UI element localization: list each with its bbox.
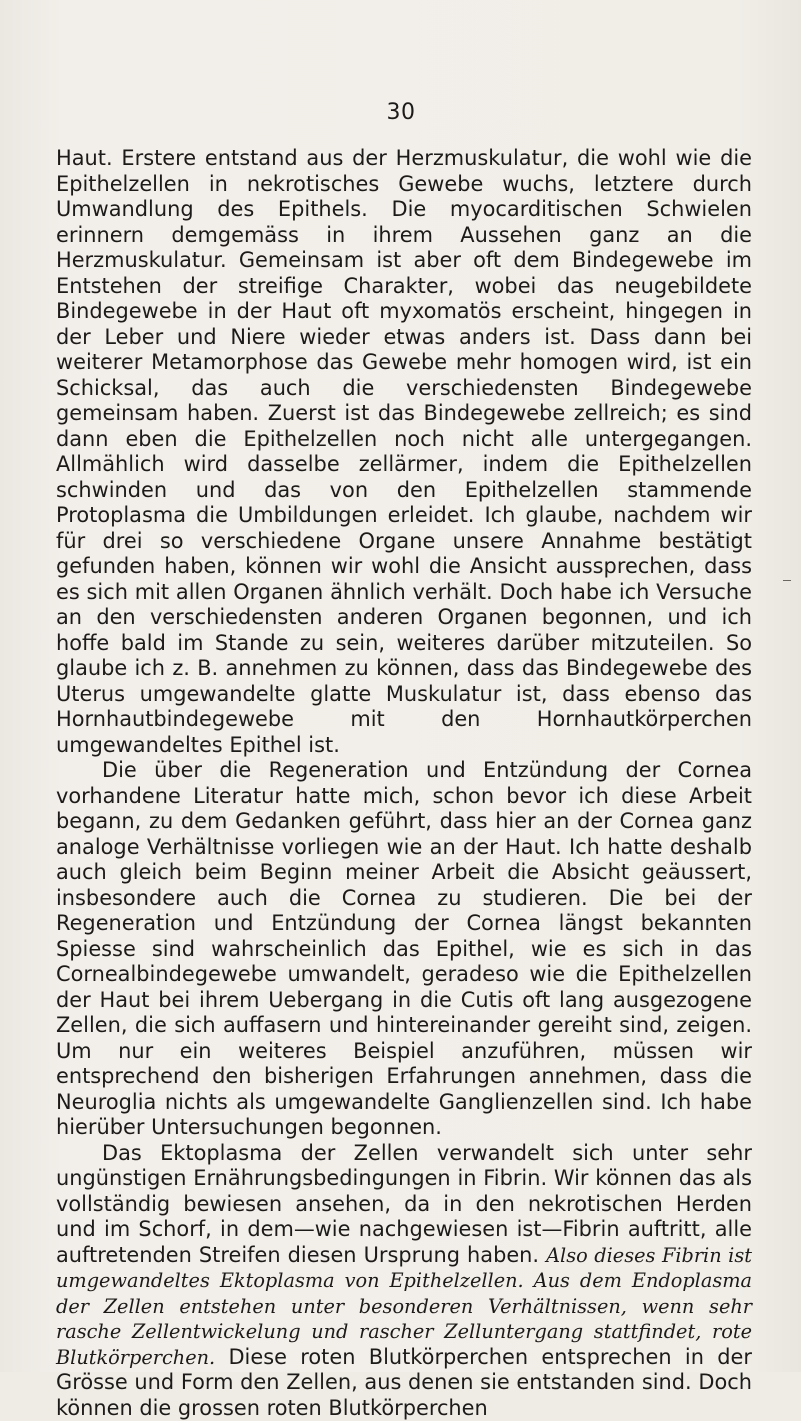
paragraph-3-text-after: Diese roten Blutkörperchen entsprechen in der Grösse und Form den Zellen, aus denen sie entstanden sind. Doch können die grossen roten Blutkörperchen (56, 1345, 752, 1420)
paragraph-2: Die über die Regeneration und Entzündung der Cornea vorhandene Literatur hatte mich, schon bevor ich diese Arbeit begann, zu dem Gedanken geführt, dass hier an der Cornea ganz analoge Verhältnisse vorliegen wie an der Haut. Ich hatte deshalb auch gleich beim Beginn meiner Arbeit die Absicht geäussert, insbesondere auch die Cornea zu studieren. Die bei der Regeneration und Entzündung der Cornea längst bekannten Spiesse sind wahrscheinlich das Epithel, wie es sich in das Cornealbindegewebe umwandelt, geradeso wie die Epithelzellen der Haut bei ihrem Uebergang in die Cutis oft lang ausgezogene Zellen, die sich auffasern und hintereinander gereiht sind, zeigen. Um nur ein weiteres Beispiel anzuführen, müssen wir entsprechend den bisherigen Erfahrungen annehmen, dass die Neuroglia nichts als umgewandelte Ganglienzellen sind. Ich habe hierüber Untersuchungen begonnen. (56, 758, 752, 1141)
paragraph-3 (56, 1141, 752, 1421)
paragraph-1: Haut. Erstere entstand aus der Herzmuskulatur, die wohl wie die Epithelzellen in nekrotisches Gewebe wuchs, letztere durch Umwandlung des Epithels. Die myocarditischen Schwielen erinnern demgemäss in ihrem Aussehen ganz an die Herzmuskulatur. Gemeinsam ist aber oft dem Bindegewebe im Entstehen der streifige Charakter, wobei das neugebildete Bindegewebe in der Haut oft myxomatös erscheint, hingegen in der Leber und Niere wieder etwas anders ist. Dass dann bei weiterer Metamorphose das Gewebe mehr homogen wird, ist ein Schicksal, das auch die verschiedensten Bindegewebe gemeinsam haben. Zuerst ist das Bindegewebe zellreich; es sind dann eben die Epithelzellen noch nicht alle untergegangen. Allmählich wird dasselbe zellärmer, indem die Epithelzellen schwinden und das von den Epithelzellen stammende Protoplasma die Umbildungen erleidet. Ich glaube, nachdem wir für drei so verschiedene Organe unsere Annahme bestätigt gefunden haben, können wir wohl die Ansicht aussprechen, dass es sich mit allen Organen ähnlich verhält. Doch habe ich Versuche an den verschiedensten anderen Organen begonnen, und ich hoffe bald im Stande zu sein, weiteres darüber mitzuteilen. So glaube ich z. B. annehmen zu können, dass das Bindegewebe des Uterus umgewandelte glatte Muskulatur ist, dass ebenso das Hornhautbindegewebe mit den Hornhautkörperchen umgewandeltes Epithel ist. (56, 146, 752, 758)
page-number: 30 (381, 101, 421, 125)
body-text (56, 146, 752, 1421)
margin-mark (783, 580, 791, 581)
paragraph-3-italic-text: Also dieses Fibrin ist umgewandeltes Ektoplasma von Epithelzellen. Aus dem Endoplasma der Zellen entstehen unter besonderen Verhältnissen, wenn sehr rasche Zellentwickelung und rascher Zelluntergang stattfindet, rote Blutkörperchen. (56, 1244, 752, 1369)
paragraph-3-text-before: Das Ektoplasma der Zellen verwandelt sich unter sehr ungünstigen Ernährungsbedingungen in Fibrin. Wir können das als vollständig bewiesen ansehen, da in den nekrotischen Herden und im Schorf, in dem—wie nachgewiesen ist—Fibrin auftritt, alle auftretenden Streifen diesen Ursprung haben. (56, 1141, 752, 1267)
